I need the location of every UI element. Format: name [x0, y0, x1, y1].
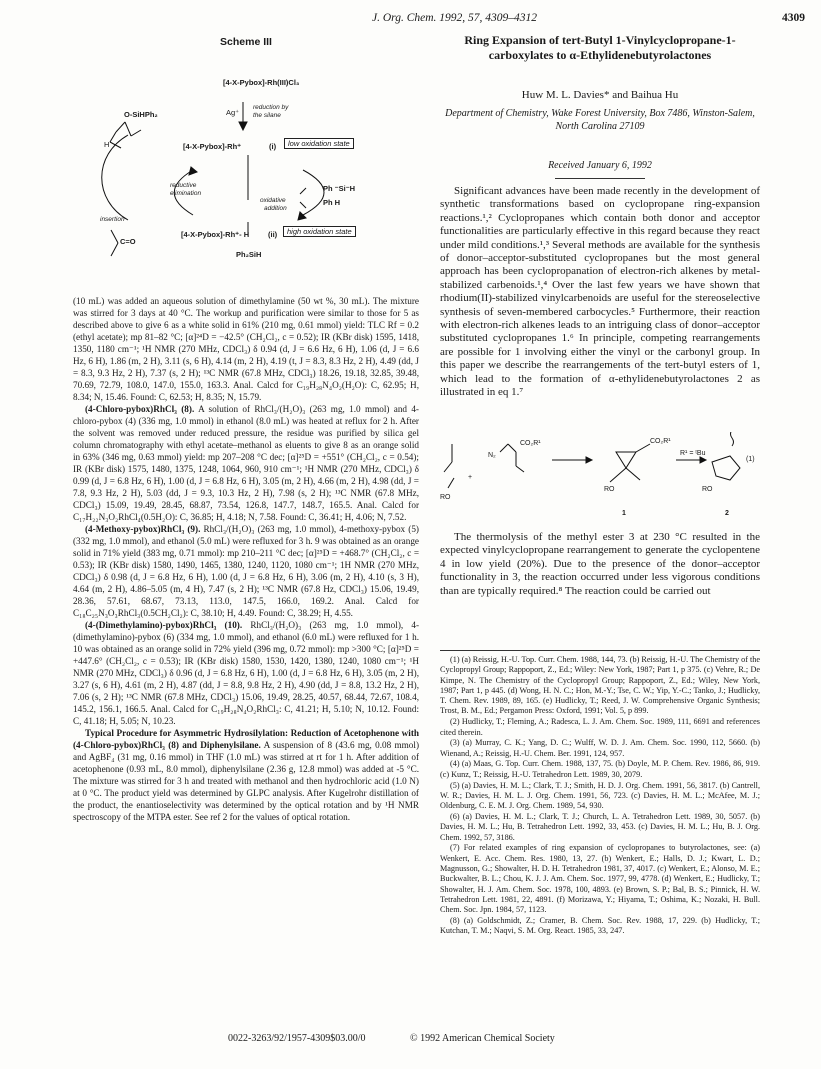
- left-para-4: [73, 619, 419, 727]
- page-number: 4309: [782, 12, 805, 24]
- eq-label-co2r1-mid: CO₂R¹: [650, 438, 671, 445]
- left-para-4-head: (4-(Dimethylamino)-pybox)RhCl₃ (10).: [85, 620, 243, 630]
- scheme-label-h-left: H: [104, 140, 110, 149]
- left-para-3-head: (4-Methoxy-pybox)RhCl₃ (9).: [85, 524, 201, 534]
- scheme-label-elimination: elimination: [170, 190, 202, 197]
- scheme-label-i: (i): [269, 142, 277, 151]
- scheme-label-rh-plus: [4-X-Pybox]-Rh⁺: [183, 142, 242, 151]
- scheme-label-ph-bottom: Ph H: [323, 198, 341, 207]
- scheme-label-osiph: O-SiHPh₂: [124, 110, 158, 119]
- scheme-label-ph-si-h: Ph ⁻Si⁻H: [323, 184, 356, 193]
- reference-4: (4) (a) Maas, G. Top. Curr. Chem. 1988, 137, 75. (b) Doyle, M. P. Chem. Rev. 1986, 86, 919. (c) Kunz, T.; Reissig, H.-U. Tetrahedron Lett. 1989, 30, 2079.: [440, 759, 760, 779]
- eq-label-compound-1: 1: [622, 510, 626, 517]
- reference-5: (5) (a) Davies, H. M. L.; Clark, T. J.; Smith, H. D. J. Org. Chem. 1991, 56, 3817. (b) Cantrell, W. R.; Davies, H. M. L. J. Org. Chem. 1991, 56, 723. (c) Davies, H. M. L.; McAfee, M. J.; Oldenburg, C. E. M. J. Org. Chem. 1989, 54, 930.: [440, 780, 760, 811]
- scheme-label-ii: (ii): [268, 230, 278, 239]
- eq-label-number: (1): [746, 456, 755, 463]
- eq-label-plus: +: [468, 474, 473, 481]
- equation-1: [440, 432, 760, 524]
- left-para-5-body: A suspension of 8 (43.6 mg, 0.08 mmol) and AgBF₄ (31 mg, 0.16 mmol) in THF (1.0 mL) was stirred at rt for 1 h. After addition of acetophenone (0.93 mL, 8.0 mmol), diphenylsilane (2.36 g, 12.8 mmol) was added at -5 °C. The mixture was stirred for 3 h and treated with methanol and then hydrochloric acid (1.0 N) at 0 °C. The product yield was determined by GLPC analysis. After Kugelrohr distillation of the product, the enantioselectivity was determined by the optical rotation and by ¹H NMR spectroscopy of the MTPA ester. See ref 2 for the values of optical rotation.: [73, 740, 419, 822]
- left-para-3-body: RhCl₃/(H₂O)₃ (263 mg, 1.0 mmol), 4-methoxy-pybox (5) (332 mg, 1.0 mmol), and ethanol (5.0 mL) were refluxed for 3 h. 9 was obtained as an orange solid in 71% yield (383 mg, 0.71 mmol): mp 210–211 °C dec; [α]²⁵D = +468.7° (CH₂Cl₂, c = 0.53); IR (KBr disk) 1580, 1490, 1465, 1380, 1240, 1120, 1080 cm⁻¹; 1H NMR (270 MHz, CDCl₃) δ 0.98 (d, J = 6.8 Hz, 6 H), 1.00 (d, J = 6.8 Hz, 6 H), 3.06 (m, 2 H), 4.10 (s, 3 H), 4.64 (m, 2 H), 4.86–5.05 (m, 4 H), 7.47 (s, 2 H); ¹³C NMR (67.8 Hz, CDCl₃) 15.06, 19.49, 28.36, 57.61, 68.67, 73.13, 113.0, 147.5, 166.0, 169.2. Anal. Calcd for C₁₈C₂₅N₃O₃RhCl₃(0.5CH₂Cl₂): C, 38.10; H, 4.49. Found: C, 38.29; H, 4.55.: [73, 524, 419, 618]
- left-para-5: [73, 727, 419, 823]
- intro-paragraph: [440, 185, 760, 400]
- scheme-label-addition: addition: [264, 205, 287, 212]
- low-oxidation-state-box: low oxidation state: [284, 138, 354, 149]
- left-para-2: [73, 403, 419, 523]
- scheme-iii: [73, 30, 419, 292]
- article-received: Received January 6, 1992: [548, 160, 652, 171]
- eq-label-ro-mid: RO: [604, 486, 615, 493]
- intro-text: Significant advances have been made recently in the development of synthetic transformations based on cyclopropane ring-expansion reactions.¹,² Cyclopropanes which contain both donor and acceptor functionalities are particularly effective in this regard because they react under mild conditions.¹,³ Several methods are available for the synthesis of donor–acceptor-substituted cyclopropanes but the most general approach has been cyclopropanation of electron-rich alkenes by metal-stabilized carbenoids.¹,⁴ Over the last few years we have shown that rhodium(II)-stabilized vinylcarbenoids are useful for the stereoselective synthesis of seven-membered carbocycles.⁵ Furthermore, their reaction with electron-rich alkenes leads to an intriguing class of donor–acceptor substituted cyclopropanes 1.⁶ In principle, competing rearrangements are possible for 1 involving either the vinyl or the carbonyl group. In this paper we describe the rearrangements of the tert-butyl esters of 1, which lead to the formation of α-ethylidenebutyrolactones 2 as illustrated in eq 1.⁷: [440, 185, 760, 399]
- left-column: [73, 295, 419, 920]
- high-oxidation-state-box: high oxidation state: [283, 226, 356, 237]
- left-para-1: (10 mL) was added an aqueous solution of dimethylamine (50 wt %, 30 mL). The mixture was stirred for 3 days at 40 °C. The workup and purification were similar to those for 5 as described above to give 6 as a white solid in 61% (210 mg, 0.61 mmol) yield: TLC Rf = 0.2 (ethyl acetate); mp 81–82 °C; [α]²⁴D = −42.5° (CH₂Cl₂, c = 0.52); IR (KBr disk) 1595, 1418, 1350, 1180 cm⁻¹; ¹H NMR (270 MHz, CDCl₃) δ 0.94 (d, J = 6.6 Hz, 6 H), 1.06 (d, J = 6.6 Hz, 6 H), 1.86 (m, 2 H), 3.11 (s, 6 H), 4.14 (m, 2 H), 4.19 (t, J = 8.3, 8.3 Hz, 2 H), 4.49 (dd, J = 8.3, 9.3 Hz, 2 H), 7.37 (s, 2 H); ¹³C NMR (67.8 MHz, CDCl₃) 18.26, 19.18, 32.85, 39.48, 70.69, 72.79, 108.0, 147.0, 155.0, 163.3. Anal. Calcd for C₁₉H₂₈N₄O₂(H₂O): C, 62.95; H, 8.34; N, 15.46. Found: C, 62.53; H, 8.35; N, 15.79.: [73, 296, 419, 402]
- article-authors: Huw M. L. Davies* and Baihua Hu: [521, 89, 679, 101]
- reference-8: (8) (a) Goldschmidt, Z.; Cramer, B. Chem. Soc. Rev. 1988, 17, 229. (b) Hudlicky, T.; Kutchan, T. M.; Naqvi, S. M. Org. React. 1985, 33, 247.: [440, 915, 760, 936]
- left-para-3: [73, 523, 419, 619]
- eq-label-ro-left: RO: [440, 494, 451, 501]
- title-divider: [555, 178, 645, 179]
- references-divider: [440, 650, 760, 651]
- left-para-2-body: A solution of RhCl₃/(H₂O)₃ (263 mg, 1.0 mmol) and 4-chloro-pybox (4) (336 mg, 1.0 mmol) in ethanol (8.0 mL) was heated at reflux for 2 h. After the solvent was removed under reduced pressure, the residue was purified by silica gel column chromatography with ethyl acetate–methanol as eluents to give 8 as an orange solid in 63% (346 mg, 0.63 mmol) yield: mp 207–208 °C dec; [α]²⁵D = +551° (CH₂Cl₂, c = 0.54); IR (KBr disk) 1575, 1480, 1375, 1248, 1064, 960, 910 cm⁻¹; ¹H NMR (270 MHz, CDCl₃) δ 0.99 (d, J = 6.8 Hz, 6 H), 1.00 (d, J = 6.8 Hz, 6 H), 3.05 (m, 2 H), 4.66 (m, 2 H), 4.98 (dd, J = 7.8, 9.3 Hz, 2 H), 5.03 (dd, J = 9.3, 10.3 Hz, 2 H), 7.98 (s, 2 H); ¹³C NMR (67.8 MHz, CDCl₃) 15.09, 19.49, 28.45, 68.87, 73.54, 126.8, 147.7, 148.7, 165.5. Anal. Calcd for C₁₇H₂₂N₃O₂RhCl₄(0.5H₂O): C, 36.85; H, 4.18; N, 7.58. Found: C, 36.41; H, 4.06; N, 7.52.: [73, 404, 419, 522]
- scheme-label-rh-iii: [4-X-Pybox]-Rh(III)Cl₃: [223, 78, 300, 87]
- reference-2: (2) Hudlicky, T.; Fleming, A.; Radesca, L. J. Am. Chem. Soc. 1989, 111, 6691 and references cited therein.: [440, 717, 760, 737]
- reference-1: (1) (a) Reissig, H.-U. Top. Curr. Chem. 1988, 144, 73. (b) Reissig, H.-U. The Chemistry of the Cyclopropyl Group; Rappoport, Z., Ed.; Wiley: New York, 1987; Part 1, p 375. (c) Vehre, R.; De Kimpe, N. The Chemistry of the Cyclopropyl Group; Rappoport, Z., Ed.; Wiley, New York, 1987; Part 1, p 445. (d) Wong, H. N. C.; Hon, M.-Y.; Tse, C. W.; Yip, Y.-C.; Tanko, J.; Hudlicky, T. Chem. Rev. 1989, 89, 165. (e) Hudlicky, T.; Reed, J. W. Comprehensive Organic Synthesis; Trost, B. M., Ed.; Pergamon Press: Oxford, 1991; Vol. 5, p 899.: [440, 655, 760, 716]
- left-para-2-head: (4-Chloro-pybox)RhCl₃ (8).: [85, 404, 195, 414]
- article-title: Ring Expansion of tert-Butyl 1-Vinylcyclopropane-1-carboxylates to α-Ethylidenebutyrolactones: [464, 33, 736, 62]
- reference-7: (7) For related examples of ring expansion of cyclopropanes to butyrolactones, see: (a) Wenkert, E. Acc. Chem. Res. 1980, 13, 27. (b) Wenkert, E.; Halls, D. J.; Kwart, L. D.; Magnusson, G.; Showalter, H. D. H. Tetrahedron 1981, 37, 4017. (c) Wenkert, E.; Alonso, M. E.; Buckwalter, B. L.; Chou, K. J. J. Am. Chem. Soc. 1977, 99, 4778. (d) Wenkert, E.; Hudlicky, T.; Showalter, H. J. Am. Chem. Soc. 1978, 100, 4893. (e) Brown, S. P.; Bal, B. S.; Pinnick, H. W. Tetrahedron Lett. 1981, 22, 4891. (f) Morizawa, Y.; Hiyama, T.; Oshima, K.; Nozaki, H. Bull. Chem. Soc. Jpn. 1984, 57, 1123.: [440, 843, 760, 915]
- eq-label-co2r1-start: CO₂R¹: [520, 440, 541, 447]
- scheme-label-reduction-2: the silane: [253, 112, 281, 119]
- references: [440, 655, 760, 937]
- article-affiliation: Department of Chemistry, Wake Forest University, Box 7486, Winston-Salem, North Carolina 27109: [445, 108, 755, 132]
- scheme-label-reductive: reductive: [170, 182, 197, 189]
- results-paragraph: [440, 531, 760, 598]
- running-header: J. Org. Chem. 1992, 57, 4309–4312: [372, 12, 538, 24]
- eq-label-n2: N₂: [488, 452, 496, 459]
- eq-label-ro-right: RO: [702, 486, 713, 493]
- scheme-label-oxidative: oxidative: [260, 197, 286, 204]
- left-para-4-body: RhCl₃/(H₂O)₃ (263 mg, 1.0 mmol), 4-(dimethylamino)-pybox (6) (334 mg, 1.0 mmol), and ethanol (6.0 mL) were refluxed for 1 h. 10 was obtained as an orange solid in 72% yield (396 mg, 0.72 mmol): mp >300 °C; [α]²⁵D = +447.6° (CH₂Cl₂, c = 0.53); IR (KBr disk) 1580, 1530, 1420, 1380, 1240, 1080 cm⁻¹; ¹H NMR (270 MHz, CDCl₃) δ 0.96 (d, J = 6.8 Hz, 6 H), 1.00 (d, J = 6.8 Hz, 6 H), 3.05 (m, 2 H), 3.27 (s, 6 H), 4.61 (m, 2 H), 4.87 (dd, J = 8.8, 9.8 Hz, 2 H), 4.90 (dd, J = 8.8, 13.2 Hz, 2 H), 7.06 (s, 2 H); ¹³C NMR (67.8 MHz, CDCl₃) 15.06, 19.49, 28.25, 40.57, 68.44, 72.67, 108.4, 145.2, 156.1, 166.5. Anal. Calcd for C₁₉H₂₈N₄O₂RhCl₃: C, 41.21; H, 5.10; N, 10.12. Found: C, 41.18; H, 5.05; N, 10.23.: [73, 620, 419, 726]
- footer-code: 0022-3263/92/1957-4309$03.00/0: [228, 1033, 366, 1044]
- equation-drawing: [440, 432, 760, 524]
- scheme-label-rh-h: [4-X-Pybox]-Rh⁺- H: [181, 230, 250, 239]
- reference-6: (6) (a) Davies, H. M. L.; Clark, T. J.; Church, L. A. Tetrahedron Lett. 1989, 30, 5057. (b) Davies, H. M. L.; Hu, B. Tetrahedron Lett. 1992, 33, 453. (c) Davies, H. M. L.; Hu, B. J. Org. Chem. 1992, 57, 3186.: [440, 811, 760, 842]
- results-text: The thermolysis of the methyl ester 3 at 230 °C resulted in the expected vinylcyclopropane rearrangement to generate the cyclopentene 4 in low yield (20%). Due to the presence of the donor–acceptor functionality in 3, the reaction occurred under less vigorous conditions than are typically required.⁸ The reaction could be carried out: [440, 531, 760, 597]
- reference-3: (3) (a) Murray, C. K.; Yang, D. C.; Wulff, W. D. J. Am. Chem. Soc. 1990, 112, 5660. (b) Wienand, A.; Reissig, H.-U. Chem. Ber. 1991, 124, 957.: [440, 738, 760, 758]
- scheme-label-reduction: reduction by: [253, 104, 289, 111]
- eq-label-compound-2: 2: [725, 510, 729, 517]
- scheme-label-c-o: C=O: [120, 237, 136, 246]
- scheme-label-ph2sih: Ph₂SiH: [236, 250, 262, 259]
- eq-label-r1-tbu: R¹ = ᵗBu: [680, 450, 706, 457]
- scheme-title: Scheme III: [220, 36, 272, 48]
- footer-copyright: © 1992 American Chemical Society: [410, 1033, 555, 1044]
- scheme-label-insertion: insertion: [100, 216, 125, 223]
- left-para-5-head: Typical Procedure for Asymmetric Hydrosilylation: Reduction of Acetophenone with (4-Chloro-pybox)RhCl₃ (8) and Diphenylsilane.: [73, 728, 419, 750]
- scheme-label-ag: Ag⁺: [226, 108, 240, 117]
